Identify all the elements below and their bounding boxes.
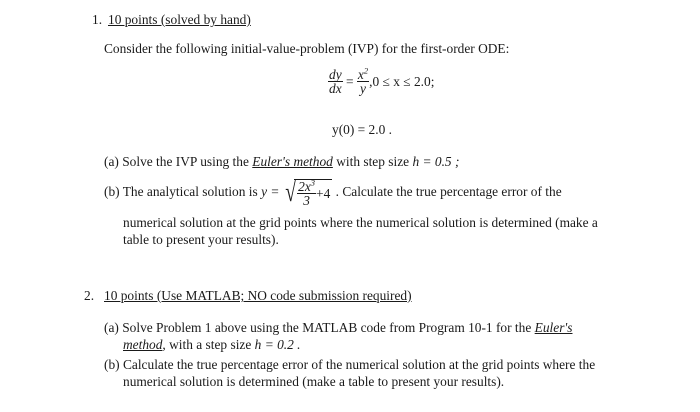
ode-equation: $\frac{dy}{dx}$ = $\frac{x^2}{y}$ ,0 ≤ x ≤ 2.0; xyxy=(329,65,435,96)
analytic-sqrt: √ $\frac{2x^3}{3}$ +4 xyxy=(285,177,331,208)
problem-2-part-a: (a) Solve Problem 1 above using the MATLAB code from Program 10-1 for the Euler's xyxy=(104,320,573,335)
initial-condition: y(0) = 2.0 . xyxy=(332,122,392,137)
ode-domain: ,0 ≤ x ≤ 2.0 xyxy=(369,74,431,89)
problem-1-intro: Consider the following initial-value-problem (IVP) for the first-order ODE: xyxy=(104,41,510,56)
ode-lhs-fraction: $\frac{dy}{dx}$ xyxy=(329,67,342,96)
problem-1-part-b-line2: numerical solution at the grid points where the numerical solution is determined (make a xyxy=(123,215,598,230)
problem-2-title: 10 points (Use MATLAB; NO code submission required) xyxy=(104,288,412,303)
problem-2-part-b: (b) Calculate the true percentage error of the numerical solution at the grid points where the xyxy=(104,357,596,372)
problem-2-part-a-line2: method, with a step size h = 0.2 . xyxy=(123,337,301,352)
problem-1-part-a: (a) Solve the IVP using the Euler's method with step size h = 0.5 ; xyxy=(104,154,460,169)
ode-rhs-fraction: $\frac{x^2}{y}$ xyxy=(357,65,369,96)
problem-1-part-b: (b) The analytical solution is y = √ $\frac{2x^3}{3}$ +4 . Calculate the true percentage error of the xyxy=(104,177,562,208)
problem-1-part-b-line3: table to present your results). xyxy=(123,232,279,247)
analytic-y-eq: y = xyxy=(261,184,280,200)
problem-2-number: 2. xyxy=(84,288,95,303)
ode-equals: = xyxy=(346,74,354,89)
problem-1-title: 10 points (solved by hand) xyxy=(108,12,251,27)
problem-2-part-b-line2: numerical solution is determined (make a table to present your results). xyxy=(123,374,505,389)
problem-1-number: 1. xyxy=(92,12,103,27)
eulers-method-link: Euler's method xyxy=(252,154,333,169)
